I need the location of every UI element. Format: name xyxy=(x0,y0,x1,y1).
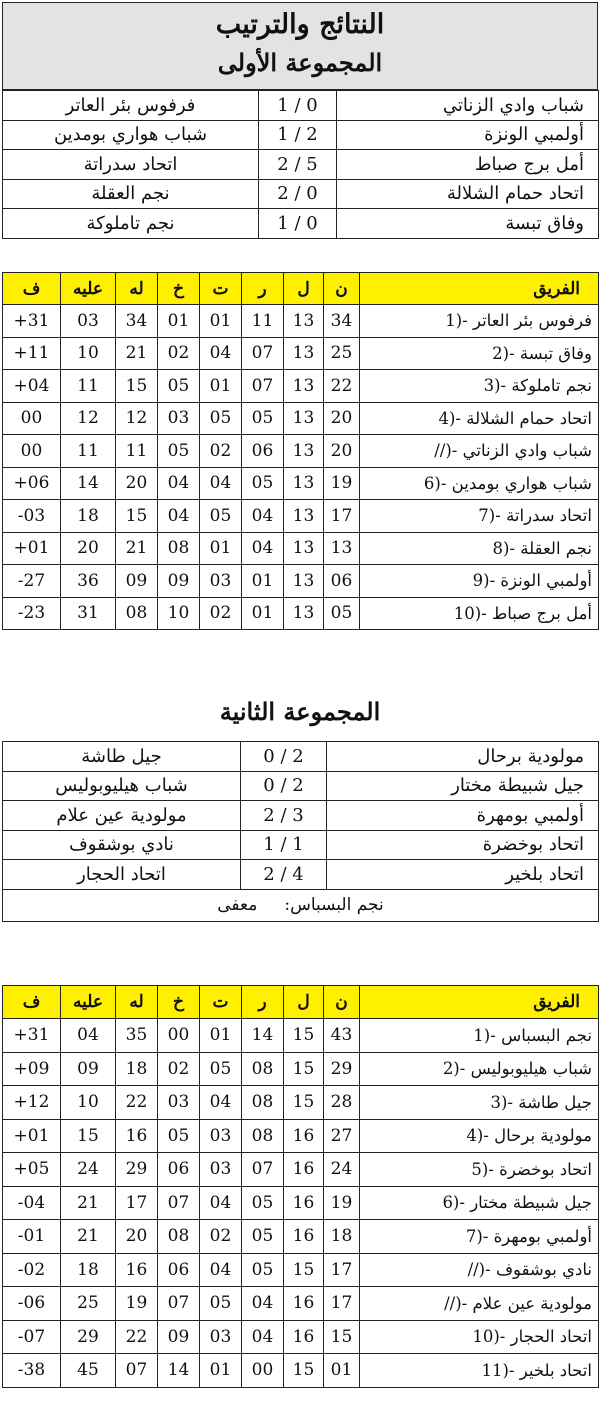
stat-r: 07 xyxy=(242,1153,284,1187)
stat-r: 07 xyxy=(242,337,284,370)
stat-r: 06 xyxy=(242,435,284,468)
stat-f: -23 xyxy=(3,597,61,630)
match-row xyxy=(3,91,599,121)
header-kh: خ xyxy=(158,273,200,305)
table-row xyxy=(3,1186,599,1220)
stat-kh: 05 xyxy=(158,1119,200,1153)
stat-kh: 03 xyxy=(158,1086,200,1120)
stat-f: -07 xyxy=(3,1320,61,1354)
header-n: ن xyxy=(324,273,360,305)
stat-alayh: 21 xyxy=(61,1220,116,1254)
stat-f: -38 xyxy=(3,1354,61,1388)
stat-lah: 16 xyxy=(116,1119,158,1153)
stat-lah: 29 xyxy=(116,1153,158,1187)
stat-r: 04 xyxy=(242,1320,284,1354)
stat-lah: 12 xyxy=(116,402,158,435)
team-name: //)- شباب وادي الزناتي xyxy=(360,435,599,468)
stat-alayh: 31 xyxy=(61,597,116,630)
match-row xyxy=(3,860,599,890)
team-name: 1)- نجم البسباس xyxy=(360,1019,599,1053)
stat-n: 17 xyxy=(324,1287,360,1321)
stat-r: 00 xyxy=(242,1354,284,1388)
match-score: 1 / 2 xyxy=(259,120,337,150)
group1-standings xyxy=(2,272,598,630)
stat-kh: 09 xyxy=(158,1320,200,1354)
stat-alayh: 11 xyxy=(61,370,116,403)
stat-kh: 14 xyxy=(158,1354,200,1388)
header-l: ل xyxy=(284,986,324,1019)
stat-kh: 05 xyxy=(158,435,200,468)
table-row xyxy=(3,1119,599,1153)
stat-n: 17 xyxy=(324,1253,360,1287)
table-row xyxy=(3,500,599,533)
stat-r: 05 xyxy=(242,467,284,500)
team-name: 6)- جيل شبيطة مختار xyxy=(360,1186,599,1220)
home-team: أولمبي الونزة xyxy=(337,120,599,150)
team-name: 2)- وفاق تبسة xyxy=(360,337,599,370)
match-score: 1 / 0 xyxy=(259,91,337,121)
stat-r: 11 xyxy=(242,305,284,338)
stat-n: 28 xyxy=(324,1086,360,1120)
standings-table xyxy=(2,985,599,1388)
match-score: 2 / 0 xyxy=(259,179,337,209)
stat-r: 01 xyxy=(242,597,284,630)
away-team: مولودية عين علام xyxy=(3,801,241,831)
table-row xyxy=(3,1220,599,1254)
stat-lah: 07 xyxy=(116,1354,158,1388)
home-team: مولودية برحال xyxy=(327,742,599,772)
stat-t: 02 xyxy=(200,435,242,468)
stat-r: 05 xyxy=(242,1253,284,1287)
stat-t: 01 xyxy=(200,305,242,338)
stat-f: +06 xyxy=(3,467,61,500)
match-score: 0 / 2 xyxy=(241,742,327,772)
stat-f: -02 xyxy=(3,1253,61,1287)
stat-alayh: 04 xyxy=(61,1019,116,1053)
header-lah: له xyxy=(116,273,158,305)
stat-f: +01 xyxy=(3,532,61,565)
stat-l: 15 xyxy=(284,1354,324,1388)
stat-r: 05 xyxy=(242,1220,284,1254)
stat-r: 04 xyxy=(242,1287,284,1321)
stat-lah: 17 xyxy=(116,1186,158,1220)
stat-l: 15 xyxy=(284,1086,324,1120)
stat-lah: 34 xyxy=(116,305,158,338)
match-score: 1 / 0 xyxy=(259,209,337,239)
stat-t: 01 xyxy=(200,1354,242,1388)
stat-l: 16 xyxy=(284,1287,324,1321)
stat-r: 01 xyxy=(242,565,284,598)
stat-lah: 15 xyxy=(116,370,158,403)
table-row xyxy=(3,467,599,500)
away-team: اتحاد الحجار xyxy=(3,860,241,890)
table-row xyxy=(3,1052,599,1086)
stat-r: 04 xyxy=(242,500,284,533)
team-name: 3)- جيل طاشة xyxy=(360,1086,599,1120)
table-row xyxy=(3,565,599,598)
table-row xyxy=(3,1320,599,1354)
stat-l: 13 xyxy=(284,532,324,565)
match-row xyxy=(3,150,599,180)
stat-lah: 21 xyxy=(116,532,158,565)
table-row xyxy=(3,1086,599,1120)
standings-header-row xyxy=(3,986,599,1019)
stat-n: 27 xyxy=(324,1119,360,1153)
match-score: 1 / 1 xyxy=(241,830,327,860)
stat-f: 00 xyxy=(3,435,61,468)
away-team: فرفوس بئر العاتر xyxy=(3,91,259,121)
group1-title: المجموعة الأولى xyxy=(217,48,383,77)
stat-l: 16 xyxy=(284,1119,324,1153)
stat-f: -03 xyxy=(3,500,61,533)
stat-kh: 08 xyxy=(158,532,200,565)
table-row xyxy=(3,435,599,468)
header-t: ت xyxy=(200,986,242,1019)
header-alayh: عليه xyxy=(61,273,116,305)
team-name: 8)- نجم العقلة xyxy=(360,532,599,565)
stat-r: 04 xyxy=(242,532,284,565)
stat-kh: 02 xyxy=(158,337,200,370)
stat-f: -04 xyxy=(3,1186,61,1220)
stat-t: 05 xyxy=(200,1287,242,1321)
stat-t: 04 xyxy=(200,337,242,370)
stat-alayh: 18 xyxy=(61,1253,116,1287)
stat-alayh: 03 xyxy=(61,305,116,338)
stat-l: 16 xyxy=(284,1186,324,1220)
stat-r: 14 xyxy=(242,1019,284,1053)
stat-alayh: 11 xyxy=(61,435,116,468)
table-row xyxy=(3,370,599,403)
stat-t: 04 xyxy=(200,1086,242,1120)
stat-f: +31 xyxy=(3,305,61,338)
stat-f: +09 xyxy=(3,1052,61,1086)
team-name: 9)- أولمبي الونزة xyxy=(360,565,599,598)
team-name: 5)- اتحاد بوخضرة xyxy=(360,1153,599,1187)
stat-t: 02 xyxy=(200,597,242,630)
home-team: أمل برج صباط xyxy=(337,150,599,180)
stat-n: 15 xyxy=(324,1320,360,1354)
stat-l: 13 xyxy=(284,305,324,338)
team-name: //)- نادي بوشقوف xyxy=(360,1253,599,1287)
stat-lah: 11 xyxy=(116,435,158,468)
stat-t: 05 xyxy=(200,402,242,435)
header-r: ر xyxy=(242,273,284,305)
stat-n: 06 xyxy=(324,565,360,598)
group2-title: المجموعة الثانية xyxy=(219,697,381,726)
group1-results xyxy=(2,90,598,239)
team-name: 4)- اتحاد حمام الشلالة xyxy=(360,402,599,435)
page-header xyxy=(2,2,598,90)
standings-header-row xyxy=(3,273,599,305)
stat-alayh: 10 xyxy=(61,1086,116,1120)
team-name: 3)- نجم تاملوكة xyxy=(360,370,599,403)
stat-t: 04 xyxy=(200,467,242,500)
away-team: اتحاد سدراتة xyxy=(3,150,259,180)
stat-alayh: 36 xyxy=(61,565,116,598)
match-row xyxy=(3,179,599,209)
stat-t: 03 xyxy=(200,1153,242,1187)
stat-lah: 20 xyxy=(116,1220,158,1254)
stat-alayh: 20 xyxy=(61,532,116,565)
home-team: اتحاد بلخير xyxy=(327,860,599,890)
stat-t: 05 xyxy=(200,1052,242,1086)
team-name: 11)- اتحاد بلخير xyxy=(360,1354,599,1388)
stat-f: -06 xyxy=(3,1287,61,1321)
match-row xyxy=(3,209,599,239)
match-score: 2 / 3 xyxy=(241,801,327,831)
away-team: نجم تاملوكة xyxy=(3,209,259,239)
stat-kh: 00 xyxy=(158,1019,200,1053)
away-team: جيل طاشة xyxy=(3,742,241,772)
stat-n: 29 xyxy=(324,1052,360,1086)
stat-t: 03 xyxy=(200,1320,242,1354)
header-n: ن xyxy=(324,986,360,1019)
stat-alayh: 25 xyxy=(61,1287,116,1321)
stat-t: 01 xyxy=(200,370,242,403)
stat-n: 19 xyxy=(324,1186,360,1220)
stat-alayh: 09 xyxy=(61,1052,116,1086)
team-name: 10)- اتحاد الحجار xyxy=(360,1320,599,1354)
stat-l: 13 xyxy=(284,402,324,435)
match-row xyxy=(3,771,599,801)
header-team: الفريق xyxy=(360,986,599,1019)
stat-r: 05 xyxy=(242,402,284,435)
stat-alayh: 10 xyxy=(61,337,116,370)
match-score: 2 / 5 xyxy=(259,150,337,180)
stat-l: 13 xyxy=(284,337,324,370)
stat-t: 03 xyxy=(200,1119,242,1153)
standings-table xyxy=(2,272,599,630)
home-team: جيل شبيطة مختار xyxy=(327,771,599,801)
header-t: ت xyxy=(200,273,242,305)
stat-lah: 20 xyxy=(116,467,158,500)
header-alayh: عليه xyxy=(61,986,116,1019)
group2-results xyxy=(2,741,598,922)
stat-t: 03 xyxy=(200,565,242,598)
home-team: شباب وادي الزناتي xyxy=(337,91,599,121)
stat-kh: 10 xyxy=(158,597,200,630)
stat-kh: 04 xyxy=(158,500,200,533)
stat-t: 04 xyxy=(200,1186,242,1220)
stat-r: 08 xyxy=(242,1119,284,1153)
stat-f: +11 xyxy=(3,337,61,370)
stat-kh: 04 xyxy=(158,467,200,500)
stat-kh: 05 xyxy=(158,370,200,403)
stat-t: 01 xyxy=(200,532,242,565)
match-row xyxy=(3,120,599,150)
bye-cell xyxy=(3,889,599,921)
match-row xyxy=(3,830,599,860)
table-row xyxy=(3,1153,599,1187)
stat-lah: 35 xyxy=(116,1019,158,1053)
table-row xyxy=(3,1019,599,1053)
stat-l: 13 xyxy=(284,467,324,500)
bye-status: معفى xyxy=(217,895,258,915)
stat-kh: 08 xyxy=(158,1220,200,1254)
stat-l: 16 xyxy=(284,1320,324,1354)
stat-f: +12 xyxy=(3,1086,61,1120)
stat-n: 20 xyxy=(324,435,360,468)
table-row xyxy=(3,402,599,435)
stat-r: 07 xyxy=(242,370,284,403)
stat-l: 13 xyxy=(284,370,324,403)
stat-t: 01 xyxy=(200,1019,242,1053)
home-team: وفاق تبسة xyxy=(337,209,599,239)
home-team: اتحاد حمام الشلالة xyxy=(337,179,599,209)
stat-kh: 02 xyxy=(158,1052,200,1086)
stat-lah: 08 xyxy=(116,597,158,630)
stat-n: 34 xyxy=(324,305,360,338)
stat-kh: 01 xyxy=(158,305,200,338)
results-table xyxy=(2,741,599,922)
stat-r: 08 xyxy=(242,1086,284,1120)
stat-r: 08 xyxy=(242,1052,284,1086)
team-name: 6)- شباب هواري بومدين xyxy=(360,467,599,500)
stat-lah: 22 xyxy=(116,1086,158,1120)
stat-l: 13 xyxy=(284,500,324,533)
stat-alayh: 21 xyxy=(61,1186,116,1220)
stat-lah: 15 xyxy=(116,500,158,533)
stat-n: 22 xyxy=(324,370,360,403)
stat-n: 01 xyxy=(324,1354,360,1388)
stat-kh: 07 xyxy=(158,1186,200,1220)
stat-alayh: 12 xyxy=(61,402,116,435)
stat-l: 13 xyxy=(284,597,324,630)
page-title: النتائج والترتيب xyxy=(215,9,385,40)
stat-lah: 16 xyxy=(116,1253,158,1287)
table-row xyxy=(3,1354,599,1388)
stat-l: 16 xyxy=(284,1153,324,1187)
stat-lah: 19 xyxy=(116,1287,158,1321)
table-row xyxy=(3,1253,599,1287)
stat-n: 18 xyxy=(324,1220,360,1254)
stat-l: 16 xyxy=(284,1220,324,1254)
stat-alayh: 29 xyxy=(61,1320,116,1354)
stat-lah: 18 xyxy=(116,1052,158,1086)
stat-lah: 21 xyxy=(116,337,158,370)
stat-n: 20 xyxy=(324,402,360,435)
away-team: شباب هيليوبوليس xyxy=(3,771,241,801)
header-kh: خ xyxy=(158,986,200,1019)
team-name: 2)- شباب هيليوبوليس xyxy=(360,1052,599,1086)
header-f: ف xyxy=(3,273,61,305)
stat-n: 13 xyxy=(324,532,360,565)
stat-kh: 06 xyxy=(158,1253,200,1287)
bye-team: نجم البسباس: xyxy=(284,895,384,915)
stat-l: 15 xyxy=(284,1019,324,1053)
stat-n: 43 xyxy=(324,1019,360,1053)
table-row xyxy=(3,1287,599,1321)
stat-alayh: 24 xyxy=(61,1153,116,1187)
stat-f: +04 xyxy=(3,370,61,403)
away-team: نادي بوشقوف xyxy=(3,830,241,860)
stat-n: 19 xyxy=(324,467,360,500)
stat-n: 24 xyxy=(324,1153,360,1187)
stat-r: 05 xyxy=(242,1186,284,1220)
stat-l: 15 xyxy=(284,1253,324,1287)
header-r: ر xyxy=(242,986,284,1019)
stat-alayh: 18 xyxy=(61,500,116,533)
stat-alayh: 14 xyxy=(61,467,116,500)
home-team: أولمبي بومهرة xyxy=(327,801,599,831)
stat-f: -01 xyxy=(3,1220,61,1254)
header-l: ل xyxy=(284,273,324,305)
home-team: اتحاد بوخضرة xyxy=(327,830,599,860)
table-row xyxy=(3,597,599,630)
stat-kh: 06 xyxy=(158,1153,200,1187)
stat-t: 04 xyxy=(200,1253,242,1287)
header-team: الفريق xyxy=(360,273,599,305)
stat-lah: 22 xyxy=(116,1320,158,1354)
stat-f: +05 xyxy=(3,1153,61,1187)
results-table xyxy=(2,90,599,239)
stat-l: 13 xyxy=(284,435,324,468)
team-name: 7)- أولمبي بومهرة xyxy=(360,1220,599,1254)
stat-t: 05 xyxy=(200,500,242,533)
stat-f: -27 xyxy=(3,565,61,598)
stat-n: 17 xyxy=(324,500,360,533)
away-team: شباب هواري بومدين xyxy=(3,120,259,150)
stat-f: +31 xyxy=(3,1019,61,1053)
stat-kh: 03 xyxy=(158,402,200,435)
stat-lah: 09 xyxy=(116,565,158,598)
team-name: 1)- فرفوس بئر العاتر xyxy=(360,305,599,338)
team-name: 4)- مولودية برحال xyxy=(360,1119,599,1153)
stat-kh: 09 xyxy=(158,565,200,598)
table-row xyxy=(3,305,599,338)
match-score: 0 / 2 xyxy=(241,771,327,801)
team-name: //)- مولودية عين علام xyxy=(360,1287,599,1321)
stat-l: 15 xyxy=(284,1052,324,1086)
stat-t: 02 xyxy=(200,1220,242,1254)
stat-f: 00 xyxy=(3,402,61,435)
table-row xyxy=(3,337,599,370)
away-team: نجم العقلة xyxy=(3,179,259,209)
stat-f: +01 xyxy=(3,1119,61,1153)
table-row xyxy=(3,532,599,565)
stat-n: 05 xyxy=(324,597,360,630)
match-row xyxy=(3,742,599,772)
team-name: 7)- اتحاد سدراتة xyxy=(360,500,599,533)
stat-n: 25 xyxy=(324,337,360,370)
team-name: 10)- أمل برج صباط xyxy=(360,597,599,630)
match-row xyxy=(3,801,599,831)
group2-standings xyxy=(2,985,598,1388)
stat-kh: 07 xyxy=(158,1287,200,1321)
stat-alayh: 15 xyxy=(61,1119,116,1153)
header-lah: له xyxy=(116,986,158,1019)
match-score: 2 / 4 xyxy=(241,860,327,890)
stat-alayh: 45 xyxy=(61,1354,116,1388)
header-f: ف xyxy=(3,986,61,1019)
bye-row xyxy=(3,889,599,921)
stat-l: 13 xyxy=(284,565,324,598)
